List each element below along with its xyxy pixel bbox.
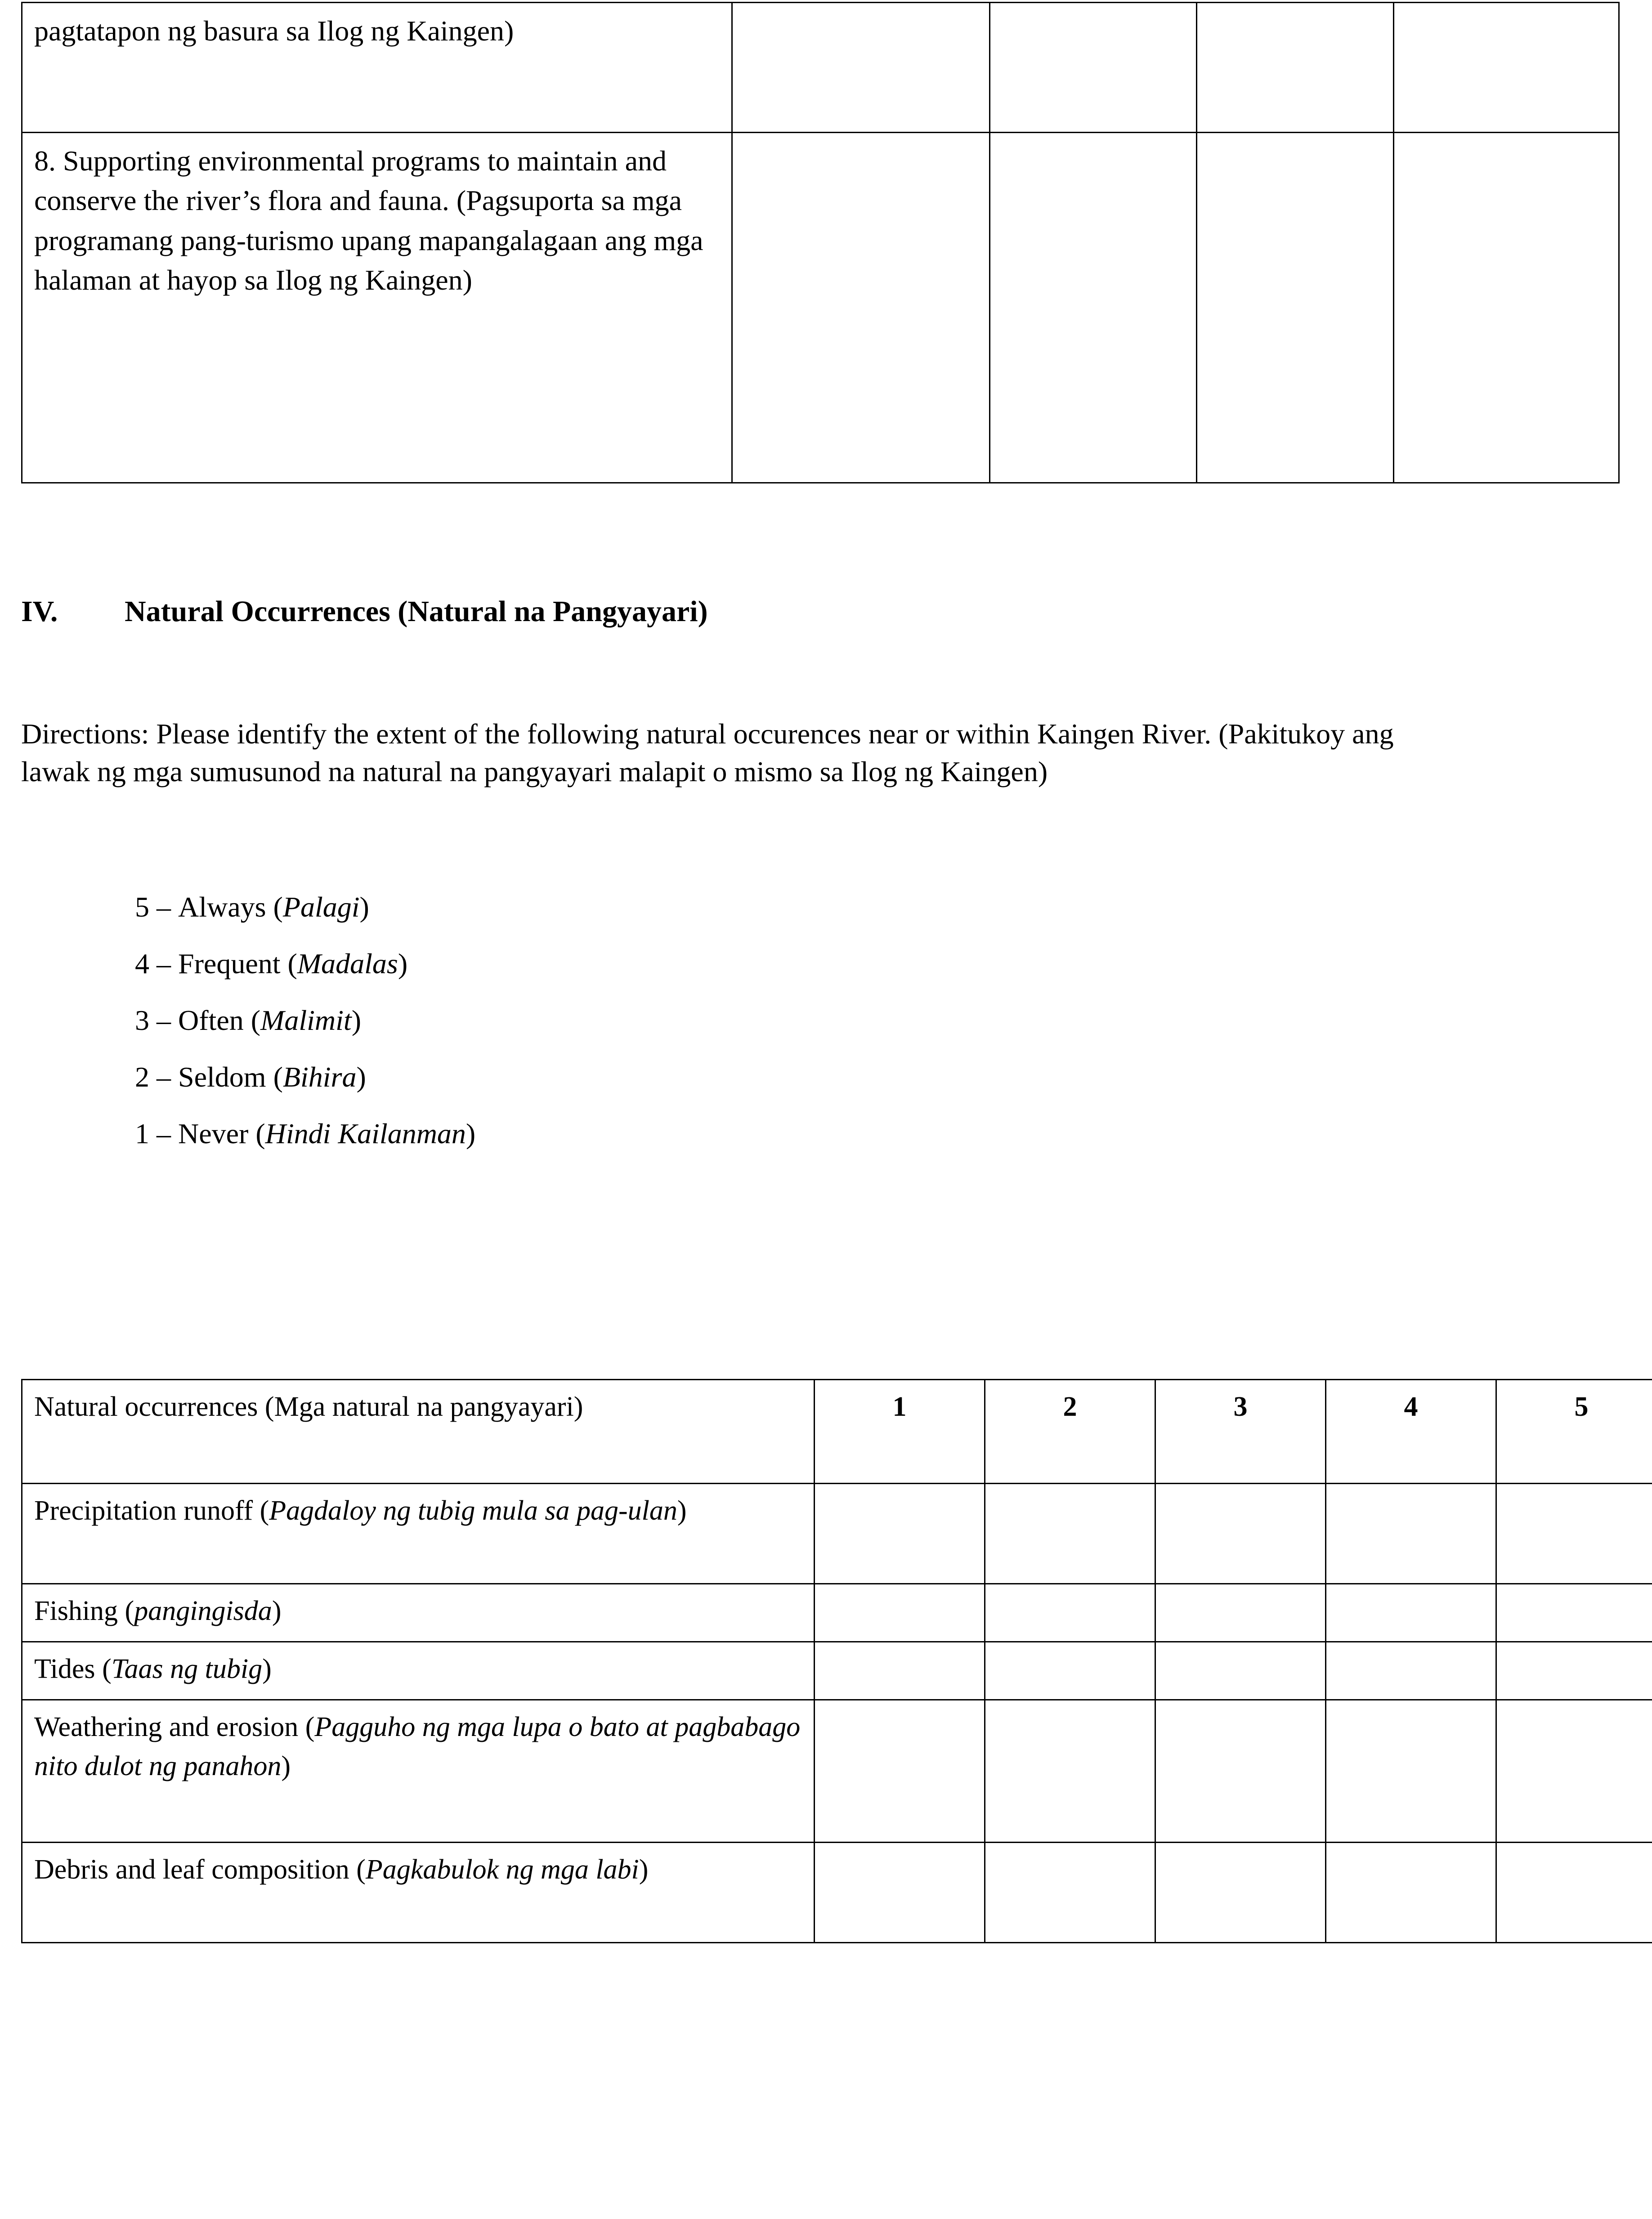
column-header-rating-5: 5: [1496, 1380, 1652, 1484]
occurrence-close-paren: ): [262, 1654, 272, 1684]
rating-checkbox-4[interactable]: [1326, 1484, 1496, 1584]
natural-occurrences-table: [21, 1379, 1652, 1943]
occurrence-english: Fishing (: [34, 1596, 134, 1626]
occurrence-label: [22, 1700, 815, 1843]
rating-checkbox-5[interactable]: [1496, 1484, 1652, 1584]
column-header-occurrences: Natural occurrences (Mga natural na pangyayari): [22, 1380, 815, 1484]
rating-cell-3[interactable]: [1197, 133, 1394, 483]
rating-cell-3[interactable]: [1197, 3, 1394, 133]
scale-value: 3: [135, 1004, 149, 1036]
rating-checkbox-1[interactable]: [815, 1843, 985, 1943]
scale-dash: –: [157, 1061, 171, 1093]
column-header-rating-1: 1: [815, 1380, 985, 1484]
rating-checkbox-2[interactable]: [985, 1843, 1155, 1943]
scale-label: Frequent: [178, 948, 281, 980]
rating-checkbox-5[interactable]: [1496, 1584, 1652, 1642]
occurrence-close-paren: ): [677, 1495, 687, 1526]
rating-checkbox-3[interactable]: [1155, 1484, 1326, 1584]
occurrence-tagalog: Taas ng tubig: [111, 1654, 263, 1684]
scale-translation: Malimit: [260, 1004, 352, 1036]
section-numeral: IV.: [21, 595, 58, 628]
scale-label: Often: [178, 1004, 244, 1036]
rating-scale-legend: [135, 893, 1214, 1176]
rating-checkbox-4[interactable]: [1326, 1843, 1496, 1943]
scale-translation: Palagi: [282, 891, 360, 923]
statement-cell: pagtatapon ng basura sa Ilog ng Kaingen): [22, 3, 732, 133]
scale-translation: Madalas: [297, 948, 398, 980]
scale-value: 4: [135, 948, 149, 980]
scale-item-5: 5 – Always (Palagi): [135, 891, 369, 923]
column-header-rating-3: 3: [1155, 1380, 1326, 1484]
rating-checkbox-5[interactable]: [1496, 1843, 1652, 1943]
scale-dash: –: [157, 948, 171, 980]
scale-value: 1: [135, 1118, 149, 1150]
statement-cell: 8. Supporting environmental programs to maintain and conserve the river’s flora and fauna. (Pagsuporta sa mga programang pang-turismo upang mapangalagaan ang mga halaman at hayop sa Ilog ng Kaingen): [22, 133, 732, 483]
table-row: [22, 1700, 1652, 1843]
occurrence-close-paren: ): [272, 1596, 282, 1626]
table-row: [22, 3, 1619, 133]
column-header-rating-2: 2: [985, 1380, 1155, 1484]
scale-item-1: 1 – Never (Hindi Kailanman): [135, 1118, 476, 1150]
rating-checkbox-5[interactable]: [1496, 1700, 1652, 1843]
scale-label: Always: [178, 891, 266, 923]
scale-translation: Hindi Kailanman: [265, 1118, 466, 1150]
rating-cell-2[interactable]: [990, 3, 1197, 133]
occurrence-tagalog: Pagdaloy ng tubig mula sa pag-ulan: [269, 1495, 677, 1526]
occurrence-label: [22, 1642, 815, 1700]
scale-label: Seldom: [178, 1061, 266, 1093]
rating-checkbox-3[interactable]: [1155, 1843, 1326, 1943]
rating-checkbox-2[interactable]: [985, 1584, 1155, 1642]
occurrence-close-paren: ): [281, 1750, 291, 1781]
rating-checkbox-5[interactable]: [1496, 1642, 1652, 1700]
occurrence-close-paren: ): [639, 1854, 649, 1885]
survey-table-continued: [21, 2, 1620, 483]
occurrence-tagalog: pangingisda: [134, 1596, 272, 1626]
rating-checkbox-1[interactable]: [815, 1700, 985, 1843]
rating-checkbox-4[interactable]: [1326, 1642, 1496, 1700]
occurrence-tagalog: Pagguho ng mga lupa o bato at pagbabago nito dulot ng panahon: [34, 1712, 801, 1781]
rating-cell-4[interactable]: [1394, 133, 1619, 483]
occurrence-label: [22, 1843, 815, 1943]
directions-paragraph: Directions: Please identify the extent of the following natural occurences near or within Kaingen River. (Pakitukoy ang lawak ng mga sumusunod na natural na pangyayari malapit o mismo sa Ilog ng Kaingen): [21, 718, 1394, 788]
scale-item-3: 3 – Often (Malimit): [135, 1004, 361, 1036]
rating-checkbox-1[interactable]: [815, 1642, 985, 1700]
rating-cell-1[interactable]: [732, 3, 990, 133]
occurrence-english: Debris and leaf composition (: [34, 1854, 366, 1885]
table-row: [22, 1843, 1652, 1943]
rating-checkbox-3[interactable]: [1155, 1700, 1326, 1843]
scale-value: 5: [135, 891, 149, 923]
rating-checkbox-4[interactable]: [1326, 1584, 1496, 1642]
occurrence-label: [22, 1484, 815, 1584]
scale-item-2: 2 – Seldom (Bihira): [135, 1061, 366, 1093]
occurrence-english: Tides (: [34, 1654, 112, 1684]
rating-checkbox-1[interactable]: [815, 1584, 985, 1642]
section-title: Natural Occurrences (Natural na Pangyayari): [125, 595, 708, 628]
rating-checkbox-3[interactable]: [1155, 1584, 1326, 1642]
scale-dash: –: [157, 1004, 171, 1036]
scale-label: Never: [178, 1118, 249, 1150]
occurrence-label: [22, 1584, 815, 1642]
table-row: [22, 133, 1619, 483]
table-row: [22, 1642, 1652, 1700]
rating-checkbox-2[interactable]: [985, 1642, 1155, 1700]
occurrence-english: Precipitation runoff (: [34, 1495, 269, 1526]
scale-item-4: 4 – Frequent (Madalas): [135, 948, 408, 980]
rating-cell-2[interactable]: [990, 133, 1197, 483]
rating-checkbox-2[interactable]: [985, 1484, 1155, 1584]
table-header-row: [22, 1380, 1652, 1484]
scale-dash: –: [157, 1118, 171, 1150]
rating-checkbox-1[interactable]: [815, 1484, 985, 1584]
rating-checkbox-4[interactable]: [1326, 1700, 1496, 1843]
table-row: [22, 1584, 1652, 1642]
scale-translation: Bihira: [282, 1061, 357, 1093]
rating-checkbox-2[interactable]: [985, 1700, 1155, 1843]
occurrence-english: Weathering and erosion (: [34, 1712, 315, 1742]
rating-cell-4[interactable]: [1394, 3, 1619, 133]
table-row: [22, 1484, 1652, 1584]
column-header-rating-4: 4: [1326, 1380, 1496, 1484]
section-heading: [21, 595, 708, 629]
occurrence-tagalog: Pagkabulok ng mga labi: [365, 1854, 639, 1885]
scale-value: 2: [135, 1061, 149, 1093]
rating-cell-1[interactable]: [732, 133, 990, 483]
scale-dash: –: [157, 891, 171, 923]
rating-checkbox-3[interactable]: [1155, 1642, 1326, 1700]
